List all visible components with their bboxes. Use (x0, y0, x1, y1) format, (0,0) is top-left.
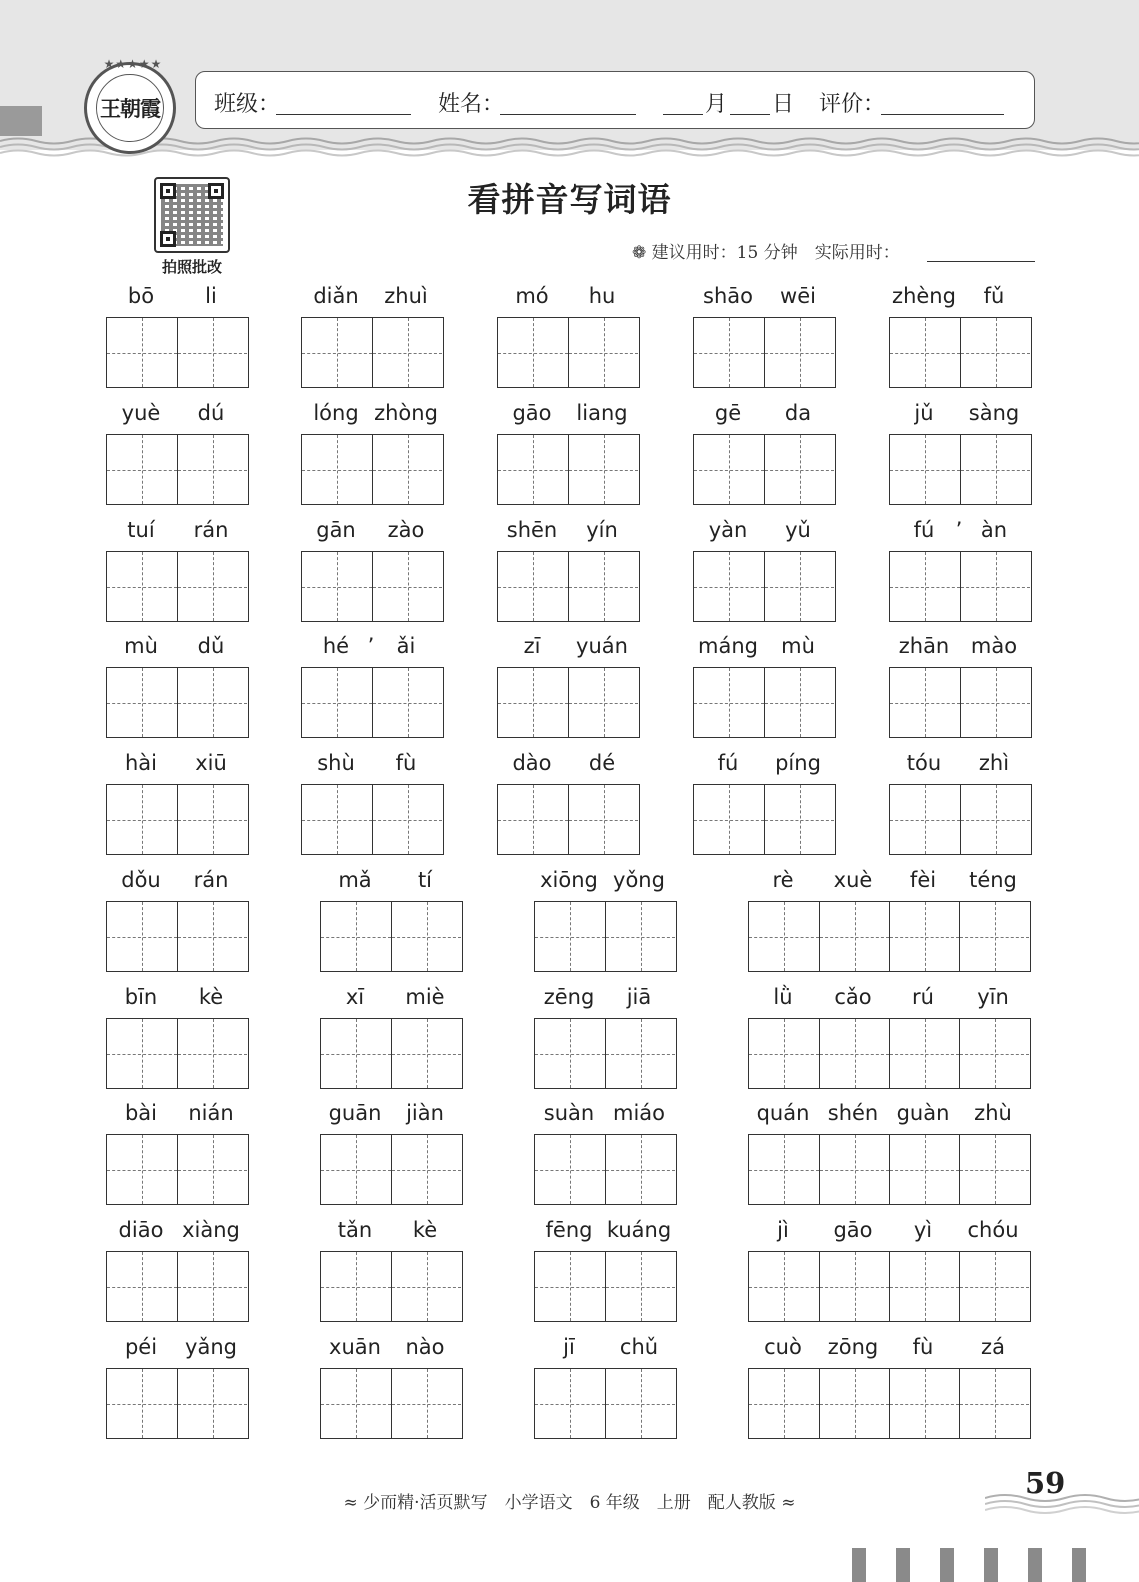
pinyin-syllable: jǔ (914, 401, 934, 425)
writing-cell[interactable] (568, 318, 638, 387)
pinyin-syllable: bài (124, 1101, 158, 1125)
writing-cell[interactable] (764, 552, 834, 621)
pinyin-syllable: gāo (833, 1218, 873, 1242)
pinyin-syllable: jiàn (406, 1101, 444, 1125)
writing-cell[interactable] (321, 1369, 391, 1438)
writing-cell[interactable] (889, 1369, 959, 1438)
pinyin-apostrophe: ’ (955, 518, 963, 542)
pinyin-syllable: mǎ (338, 868, 372, 892)
pinyin-syllable: ǎi (396, 634, 416, 658)
writing-boxes (534, 901, 677, 972)
brand-logo (84, 57, 176, 154)
writing-cell[interactable] (959, 1369, 1029, 1438)
writing-boxes (748, 1251, 1031, 1322)
pinyin-syllable: li (205, 284, 217, 308)
pinyin-syllable: yǒng (613, 868, 665, 892)
pinyin-syllable: diǎn (313, 284, 359, 308)
writing-cell[interactable] (321, 1252, 391, 1321)
pinyin-syllable: zhì (978, 751, 1010, 775)
writing-cell[interactable] (764, 785, 834, 854)
writing-cell[interactable] (568, 552, 638, 621)
pinyin-syllable: yīn (977, 985, 1009, 1009)
pinyin-syllable: rán (193, 518, 229, 542)
writing-cell[interactable] (391, 1135, 461, 1204)
writing-cell[interactable] (605, 1135, 675, 1204)
writing-boxes (106, 317, 249, 388)
writing-cell[interactable] (107, 1019, 177, 1088)
pinyin-syllable: dé (588, 751, 616, 775)
writing-cell[interactable] (749, 902, 819, 971)
writing-boxes (748, 1134, 1031, 1205)
pinyin-syllable: zá (981, 1335, 1005, 1359)
writing-boxes (693, 551, 836, 622)
writing-boxes (889, 667, 1032, 738)
pinyin-syllable: shāo (703, 284, 753, 308)
pinyin-syllable: tóu (906, 751, 942, 775)
writing-boxes (748, 1368, 1031, 1439)
pinyin-syllable: yàn (708, 518, 748, 542)
pinyin-syllable: zhuì (384, 284, 428, 308)
writing-cell[interactable] (535, 1019, 605, 1088)
pinyin-syllable: shén (827, 1101, 879, 1125)
pinyin-syllable: bīn (124, 985, 158, 1009)
writing-cell[interactable] (302, 435, 372, 504)
writing-cell[interactable] (372, 318, 442, 387)
day-label: 日 (772, 92, 795, 117)
writing-boxes (889, 784, 1032, 855)
pinyin-syllable: zhèng (892, 284, 956, 308)
writing-cell[interactable] (959, 1252, 1029, 1321)
writing-cell[interactable] (568, 435, 638, 504)
writing-cell[interactable] (391, 1252, 461, 1321)
pinyin-syllable: fèi (909, 868, 937, 892)
writing-cell[interactable] (535, 902, 605, 971)
pinyin-syllable: guàn (896, 1101, 950, 1125)
writing-cell[interactable] (694, 552, 764, 621)
writing-boxes (320, 1134, 463, 1205)
writing-cell[interactable] (302, 785, 372, 854)
writing-cell[interactable] (372, 552, 442, 621)
pinyin-syllable: kè (198, 985, 224, 1009)
writing-cell[interactable] (959, 1019, 1029, 1088)
writing-cell[interactable] (107, 785, 177, 854)
pinyin-syllable: fù (912, 1335, 934, 1359)
writing-cell[interactable] (764, 435, 834, 504)
pinyin-syllable: miáo (612, 1101, 665, 1125)
pinyin-syllable: yuán (576, 634, 628, 658)
pinyin-syllable: shù (317, 751, 355, 775)
writing-cell[interactable] (960, 318, 1030, 387)
writing-cell[interactable] (107, 1369, 177, 1438)
pinyin-syllable: sàng (968, 401, 1020, 425)
writing-cell[interactable] (391, 1019, 461, 1088)
name-field[interactable] (500, 114, 636, 115)
writing-cell[interactable] (605, 1252, 675, 1321)
writing-boxes (889, 551, 1032, 622)
pinyin-syllable: xiū (195, 751, 227, 775)
pinyin-syllable: hé (322, 634, 350, 658)
writing-cell[interactable] (890, 785, 960, 854)
writing-boxes (497, 551, 640, 622)
pinyin-syllable: liang (576, 401, 628, 425)
pinyin-syllable: gān (316, 518, 356, 542)
writing-boxes (497, 667, 640, 738)
pinyin-syllable: rú (912, 985, 934, 1009)
pinyin-syllable: lóng (313, 401, 359, 425)
pinyin-syllable: zī (523, 634, 541, 658)
qr-label: 拍照批改 (161, 258, 222, 276)
writing-cell[interactable] (177, 1369, 247, 1438)
writing-cell[interactable] (177, 552, 247, 621)
writing-cell[interactable] (107, 902, 177, 971)
writing-cell[interactable] (107, 552, 177, 621)
writing-cell[interactable] (107, 435, 177, 504)
name-label: 姓名： (438, 92, 505, 117)
writing-cell[interactable] (177, 902, 247, 971)
flower-icon: ❁ (632, 243, 647, 263)
writing-cell[interactable] (694, 785, 764, 854)
pinyin-syllable: fú (717, 751, 739, 775)
writing-boxes (106, 667, 249, 738)
writing-cell[interactable] (890, 435, 960, 504)
writing-cell[interactable] (177, 1135, 247, 1204)
pinyin-syllable: píng (775, 751, 821, 775)
writing-cell[interactable] (889, 1252, 959, 1321)
writing-boxes (320, 901, 463, 972)
pinyin-syllable: fēng (545, 1218, 593, 1242)
writing-cell[interactable] (568, 785, 638, 854)
writing-cell[interactable] (498, 552, 568, 621)
pinyin-syllable: téng (969, 868, 1017, 892)
writing-cell[interactable] (107, 668, 177, 737)
writing-cell[interactable] (960, 668, 1030, 737)
writing-boxes (301, 667, 444, 738)
writing-cell[interactable] (694, 435, 764, 504)
writing-cell[interactable] (302, 318, 372, 387)
pinyin-syllable: miè (405, 985, 445, 1009)
pinyin-syllable: àn (980, 518, 1008, 542)
pinyin-syllable: yǎng (185, 1335, 237, 1359)
pinyin-syllable: shēn (506, 518, 558, 542)
pinyin-syllable: gē (714, 401, 742, 425)
student-info-box (195, 71, 1035, 129)
pinyin-syllable: diāo (118, 1218, 164, 1242)
writing-boxes (106, 1368, 249, 1439)
logo-name: 王朝霞 (96, 74, 164, 142)
footer-text: ≈ 少而精·活页默写 小学语文 6 年级 上册 配人教版 ≈ (343, 1493, 796, 1513)
writing-boxes (534, 1018, 677, 1089)
pinyin-syllable: péi (124, 1335, 158, 1359)
pinyin-syllable: da (784, 401, 812, 425)
pinyin-syllable: quán (756, 1101, 810, 1125)
pinyin-syllable: gāo (512, 401, 552, 425)
logo-stars-icon: ★★★★★ (103, 57, 163, 71)
wave-divider (0, 136, 1139, 160)
writing-boxes (693, 784, 836, 855)
pinyin-syllable: jì (777, 1218, 789, 1242)
writing-cell[interactable] (107, 1252, 177, 1321)
evaluation-field[interactable] (881, 114, 1004, 115)
writing-cell[interactable] (959, 902, 1029, 971)
writing-boxes (693, 317, 836, 388)
writing-boxes (497, 434, 640, 505)
writing-cell[interactable] (819, 1369, 889, 1438)
writing-cell[interactable] (959, 1135, 1029, 1204)
writing-cell[interactable] (321, 902, 391, 971)
writing-boxes (106, 551, 249, 622)
time-info (632, 238, 900, 263)
writing-cell[interactable] (694, 668, 764, 737)
writing-boxes (889, 317, 1032, 388)
writing-cell[interactable] (535, 1135, 605, 1204)
page-edge-tab (0, 106, 42, 136)
writing-cell[interactable] (889, 902, 959, 971)
pinyin-syllable: fù (395, 751, 417, 775)
writing-boxes (301, 784, 444, 855)
writing-cell[interactable] (107, 318, 177, 387)
writing-cell[interactable] (819, 1252, 889, 1321)
writing-cell[interactable] (391, 902, 461, 971)
writing-cell[interactable] (819, 1019, 889, 1088)
writing-cell[interactable] (749, 1019, 819, 1088)
writing-boxes (497, 784, 640, 855)
pinyin-syllable: kuáng (606, 1218, 672, 1242)
pinyin-syllable: hu (588, 284, 616, 308)
pinyin-syllable: suàn (543, 1101, 595, 1125)
writing-boxes (301, 434, 444, 505)
writing-cell[interactable] (391, 1369, 461, 1438)
pinyin-syllable: zhòng (374, 401, 438, 425)
pinyin-syllable: zhù (974, 1101, 1012, 1125)
pinyin-syllable: xuè (833, 868, 873, 892)
pinyin-syllable: tuí (127, 518, 155, 542)
month-field[interactable] (663, 114, 703, 115)
pinyin-syllable: rán (193, 868, 229, 892)
writing-boxes (301, 317, 444, 388)
pinyin-syllable: mù (781, 634, 815, 658)
pinyin-syllable: xiōng (540, 868, 598, 892)
writing-cell[interactable] (749, 1369, 819, 1438)
pinyin-syllable: fǔ (983, 284, 1005, 308)
writing-cell[interactable] (890, 318, 960, 387)
writing-boxes (106, 901, 249, 972)
pinyin-syllable: zào (387, 518, 425, 542)
page-number: 59 (1025, 1466, 1066, 1500)
pinyin-syllable: hài (124, 751, 157, 775)
pinyin-syllable: zōng (827, 1335, 879, 1359)
writing-boxes (534, 1251, 677, 1322)
pinyin-syllable: dǔ (197, 634, 225, 658)
writing-cell[interactable] (498, 668, 568, 737)
writing-boxes (320, 1368, 463, 1439)
writing-cell[interactable] (605, 1369, 675, 1438)
pinyin-syllable: máng (698, 634, 758, 658)
writing-cell[interactable] (749, 1252, 819, 1321)
pinyin-syllable: jiā (626, 985, 652, 1009)
pinyin-syllable: xī (345, 985, 365, 1009)
writing-cell[interactable] (107, 1135, 177, 1204)
pinyin-syllable: tí (417, 868, 433, 892)
writing-cell[interactable] (498, 785, 568, 854)
writing-boxes (106, 1134, 249, 1205)
class-label: 班级： (214, 92, 281, 117)
writing-boxes (301, 551, 444, 622)
writing-cell[interactable] (177, 435, 247, 504)
pinyin-syllable: mào (970, 634, 1018, 658)
writing-cell[interactable] (890, 668, 960, 737)
pinyin-syllable: wēi (780, 284, 816, 308)
pinyin-syllable: yín (586, 518, 618, 542)
writing-cell[interactable] (764, 318, 834, 387)
evaluation-label: 评价： (819, 92, 886, 117)
writing-cell[interactable] (372, 435, 442, 504)
writing-boxes (693, 667, 836, 738)
writing-cell[interactable] (749, 1135, 819, 1204)
writing-cell[interactable] (819, 902, 889, 971)
writing-boxes (320, 1018, 463, 1089)
pinyin-syllable: yì (913, 1218, 933, 1242)
writing-cell[interactable] (889, 1019, 959, 1088)
page-title: 看拼音写词语 (467, 180, 672, 219)
pinyin-syllable: mù (124, 634, 158, 658)
pinyin-syllable: guān (328, 1101, 382, 1125)
pinyin-syllable: dú (197, 401, 225, 425)
writing-cell[interactable] (960, 785, 1030, 854)
writing-cell[interactable] (889, 1135, 959, 1204)
pinyin-syllable: zhān (898, 634, 950, 658)
writing-boxes (106, 1251, 249, 1322)
writing-boxes (106, 434, 249, 505)
pinyin-syllable: mó (515, 284, 549, 308)
class-field[interactable] (276, 114, 411, 115)
writing-cell[interactable] (177, 1019, 247, 1088)
writing-cell[interactable] (694, 318, 764, 387)
writing-boxes (497, 317, 640, 388)
writing-cell[interactable] (960, 435, 1030, 504)
pinyin-syllable: tǎn (337, 1218, 373, 1242)
actual-time-label: 实际用时： (814, 243, 900, 263)
writing-cell[interactable] (321, 1019, 391, 1088)
writing-cell[interactable] (372, 785, 442, 854)
pinyin-syllable: zēng (543, 985, 595, 1009)
writing-boxes (320, 1251, 463, 1322)
actual-time-field[interactable] (927, 261, 1035, 262)
day-field[interactable] (730, 114, 770, 115)
pinyin-syllable: dào (512, 751, 552, 775)
pinyin-syllable: chǔ (619, 1335, 659, 1359)
pinyin-syllable: fú (913, 518, 935, 542)
writing-cell[interactable] (535, 1252, 605, 1321)
pinyin-syllable: bō (127, 284, 155, 308)
writing-boxes (106, 1018, 249, 1089)
pinyin-syllable: yǔ (785, 518, 811, 542)
writing-cell[interactable] (535, 1369, 605, 1438)
writing-boxes (693, 434, 836, 505)
pinyin-apostrophe: ’ (367, 634, 375, 658)
writing-cell[interactable] (890, 552, 960, 621)
writing-boxes (534, 1134, 677, 1205)
writing-cell[interactable] (960, 552, 1030, 621)
writing-boxes (889, 434, 1032, 505)
pinyin-syllable: chóu (967, 1218, 1019, 1242)
pinyin-syllable: nào (405, 1335, 445, 1359)
writing-boxes (106, 784, 249, 855)
writing-cell[interactable] (177, 668, 247, 737)
pinyin-syllable: lǜ (773, 985, 793, 1009)
writing-cell[interactable] (764, 668, 834, 737)
writing-cell[interactable] (302, 668, 372, 737)
writing-cell[interactable] (321, 1135, 391, 1204)
writing-cell[interactable] (568, 668, 638, 737)
writing-cell[interactable] (605, 902, 675, 971)
writing-cell[interactable] (177, 318, 247, 387)
writing-cell[interactable] (372, 668, 442, 737)
writing-cell[interactable] (605, 1019, 675, 1088)
pinyin-syllable: cuò (764, 1335, 802, 1359)
suggested-time: 建议用时：15 分钟 (651, 243, 798, 263)
month-label: 月 (705, 92, 728, 117)
pinyin-syllable: nián (188, 1101, 234, 1125)
pinyin-syllable: cǎo (834, 985, 872, 1009)
writing-cell[interactable] (177, 1252, 247, 1321)
writing-cell[interactable] (498, 435, 568, 504)
writing-boxes (534, 1368, 677, 1439)
pinyin-syllable: xiàng (182, 1218, 240, 1242)
writing-cell[interactable] (177, 785, 247, 854)
pinyin-syllable: yuè (121, 401, 161, 425)
writing-cell[interactable] (302, 552, 372, 621)
writing-boxes (748, 901, 1031, 972)
pinyin-syllable: jī (563, 1335, 575, 1359)
pinyin-syllable: xuān (329, 1335, 381, 1359)
writing-boxes (748, 1018, 1031, 1089)
writing-cell[interactable] (819, 1135, 889, 1204)
pinyin-syllable: kè (412, 1218, 438, 1242)
pinyin-syllable: dǒu (121, 868, 161, 892)
pinyin-syllable: rè (772, 868, 794, 892)
writing-cell[interactable] (498, 318, 568, 387)
